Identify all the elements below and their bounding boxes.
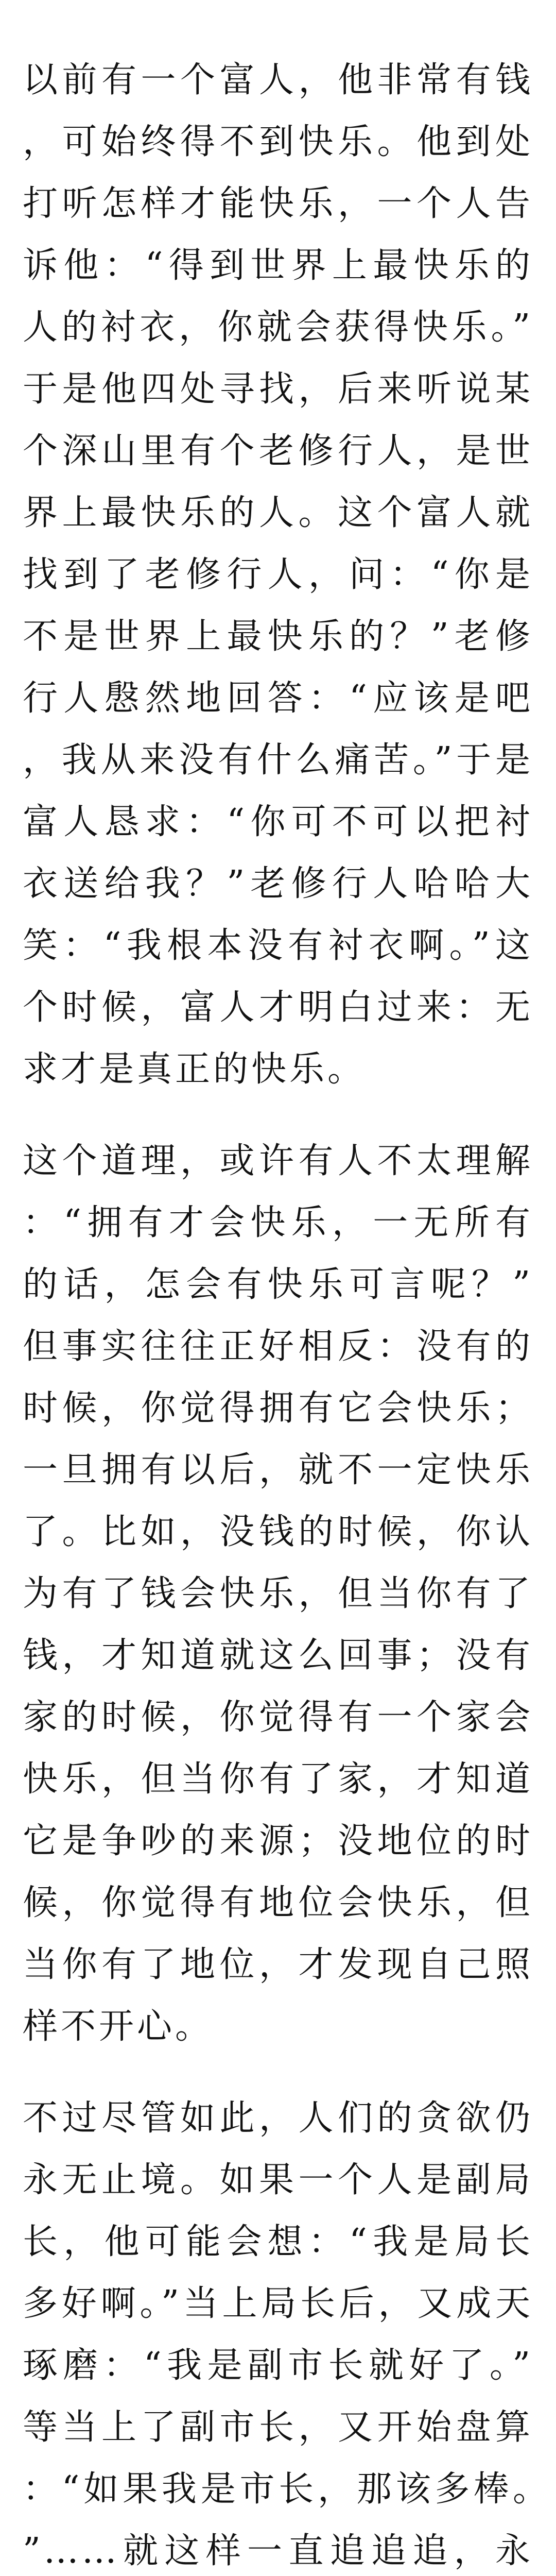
paragraph-3: 不过尽管如此，人们的贪欲仍永无止境。如果一个人是副局长，他可能会想：“我是局长多好啊。”当上局长后，又成天琢磨：“我是副市长就好了。”等当上了副市长，又开始盘算：“如果我是市长，那该多棒。”……就这样一直追追追，永 xyxy=(23,2098,533,2571)
paragraph-2: 这个道理，或许有人不太理解：“拥有才会快乐，一无所有的话，怎会有快乐可言呢？”但事实往往正好相反：没有的时候，你觉得拥有它会快乐；一旦拥有以后，就不一定快乐了。比如，没钱的时候，你认为有了钱会快乐，但当你有了钱，才知道就这么回事；没有家的时候，你觉得有一个家会快乐，但当你有了家，才知道它是争吵的来源；没地位的时候，你觉得有地位会快乐，但当你有了地位，才发现自己照样不开心。 xyxy=(23,1141,533,2047)
article-page xyxy=(23,49,533,2576)
paragraph-1: 以前有一个富人，他非常有钱，可始终得不到快乐。他到处打听怎样才能快乐，一个人告诉他：“得到世界上最快乐的人的衬衣，你就会获得快乐。”于是他四处寻找，后来听说某个深山里有个老修行人，是世界上最快乐的人。这个富人就找到了老修行人，问：“你是不是世界上最快乐的？”老修行人慇然地回答：“应该是吧，我从来没有什么痛苦。”于是富人恳求：“你可不可以把衬衣送给我？”老修行人哈哈大笑：“我根本没有衬衣啊。”这个时候，富人才明白过来：无求才是真正的快乐。 xyxy=(23,60,533,1090)
